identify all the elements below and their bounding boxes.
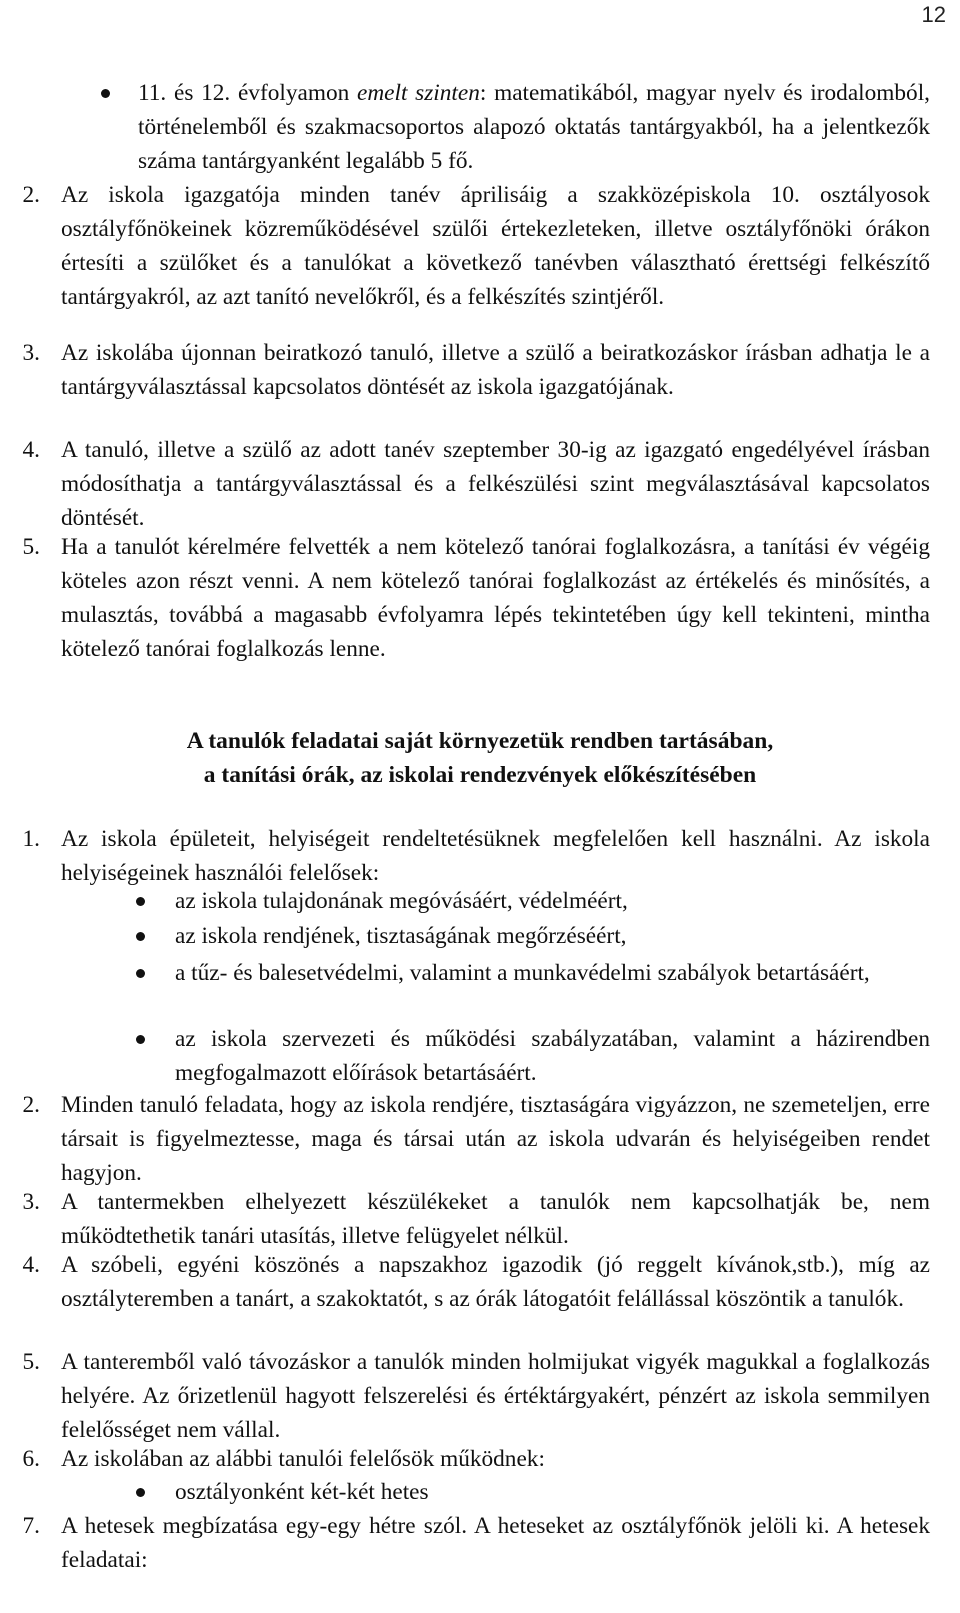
list-item-number: 4. — [22, 437, 40, 463]
top-bullet-emphasis: emelt szinten — [356, 80, 480, 106]
list-item-number: 6. — [22, 1446, 40, 1472]
sub-bullet-text: az iskola tulajdonának megóvásáért, védelméért, — [175, 888, 628, 914]
list-item-text: A tantermekben elhelyezett készülékeket a tanulók nem kapcsolhatják be, nem működtethetik tanári utasítás, illetve felügyelet nélkül. — [61, 1189, 930, 1249]
sub-bullet-text: az iskola szervezeti és működési szabályzatában, valamint a házirendben megfogalmazott előírások betartásáért. — [175, 1026, 930, 1086]
list-item-text: Az iskolába újonnan beiratkozó tanuló, illetve a szülő a beiratkozáskor írásban adhatja le a tantárgyválasztással kapcsolatos döntését az iskola igazgatójának. — [61, 340, 930, 400]
bullet-icon — [101, 89, 110, 98]
list-item-text: Az iskola épületeit, helyiségeit rendeltetésüknek megfelelően kell használni. Az iskola helyiségeinek használói felelősek: — [61, 826, 930, 886]
list-item-text: Az iskolában az alábbi tanulói felelősök működnek: — [61, 1446, 545, 1472]
list-item-text: Minden tanuló feladata, hogy az iskola rendjére, tisztaságára vigyázzon, ne szemeteljen, erre társait is figyelmeztesse, maga és társai után az iskola udvarán és helyiségeiben rendet hagyjon. — [61, 1092, 930, 1186]
list-item-number: 5. — [22, 1349, 40, 1375]
page-number: 12 — [921, 2, 946, 27]
bullet-icon — [136, 932, 145, 941]
section-heading-line-2: a tanítási órák, az iskolai rendezvények előkészítésében — [203, 762, 757, 788]
top-bullet-text — [138, 76, 930, 178]
bullet-icon — [136, 969, 145, 978]
bullet-icon — [136, 1488, 145, 1497]
list-item-text: A szóbeli, egyéni köszönés a napszakhoz igazodik (jó reggelt kívánok,stb.), míg az osztályteremben a tanárt, a szakoktatót, s az órák látogatóit felállással köszöntik a tanulók. — [61, 1252, 930, 1312]
list-item-text: A tanuló, illetve a szülő az adott tanév szeptember 30-ig az igazgató engedélyével írásban módosíthatja a tantárgyválasztással és a felkészülési szint megválasztásával kapcsolatos döntését. — [61, 437, 930, 531]
list-item-number: 5. — [22, 534, 40, 560]
list-item-number: 1. — [22, 826, 40, 852]
list-item-text: Ha a tanulót kérelmére felvették a nem kötelező tanórai foglalkozásra, a tanítási év végéig köteles azon részt venni. A nem kötelező tanórai foglalkozást az értékelés és minősítés, a mulasztás, továbbá a magasabb évfolyamra lépés tekintetében úgy kell tekinteni, mintha kötelező tanórai foglalkozás lenne. — [61, 534, 930, 662]
list-item-number: 3. — [22, 1189, 40, 1215]
list-item-number: 3. — [22, 340, 40, 366]
bullet-icon — [136, 1035, 145, 1044]
list-item-text: A hetesek megbízatása egy-egy hétre szól. A heteseket az osztályfőnök jelöli ki. A hetesek feladatai: — [61, 1513, 930, 1573]
top-bullet-prefix: 11. és 12. évfolyamon — [138, 80, 357, 106]
sub-bullet-text: a tűz- és balesetvédelmi, valamint a munkavédelmi szabályok betartásáért, — [175, 960, 870, 986]
sub-bullet-text: az iskola rendjének, tisztaságának megőrzéséért, — [175, 923, 627, 949]
list-item-number: 2. — [22, 1092, 40, 1118]
sub-bullet-text: osztályonként két-két hetes — [175, 1479, 429, 1505]
section-heading — [0, 724, 960, 792]
list-item-number: 7. — [22, 1513, 40, 1539]
list-item-text: A tanteremből való távozáskor a tanulók minden holmijukat vigyék magukkal a foglalkozás helyére. Az őrizetlenül hagyott felszerelési és értéktárgyakért, pénzért az iskola semmilyen felelősséget nem vállal. — [61, 1349, 930, 1443]
list-item-number: 2. — [22, 182, 40, 208]
section-heading-line-1: A tanulók feladatai saját környezetük rendben tartásában, — [186, 728, 774, 754]
top-bullet-suffix: : matematikából, magyar nyelv és irodalomból, történelemből és szakmacsoportos alapozó oktatás tantárgyakból, ha a jelentkezők száma tantárgyanként legalább 5 fő. — [138, 80, 930, 174]
list-item-number: 4. — [22, 1252, 40, 1278]
bullet-icon — [136, 897, 145, 906]
list-item-text: Az iskola igazgatója minden tanév áprilisáig a szakközépiskola 10. osztályosok osztályfőnökeinek közreműködésével szülői értekezleteken, illetve osztályfőnöki órákon értesíti a szülőket és a tanulókat a következő tanévben választható érettségi felkészítő tantárgyakról, az azt tanító nevelőkről, és a felkészítés szintjéről. — [61, 182, 930, 310]
